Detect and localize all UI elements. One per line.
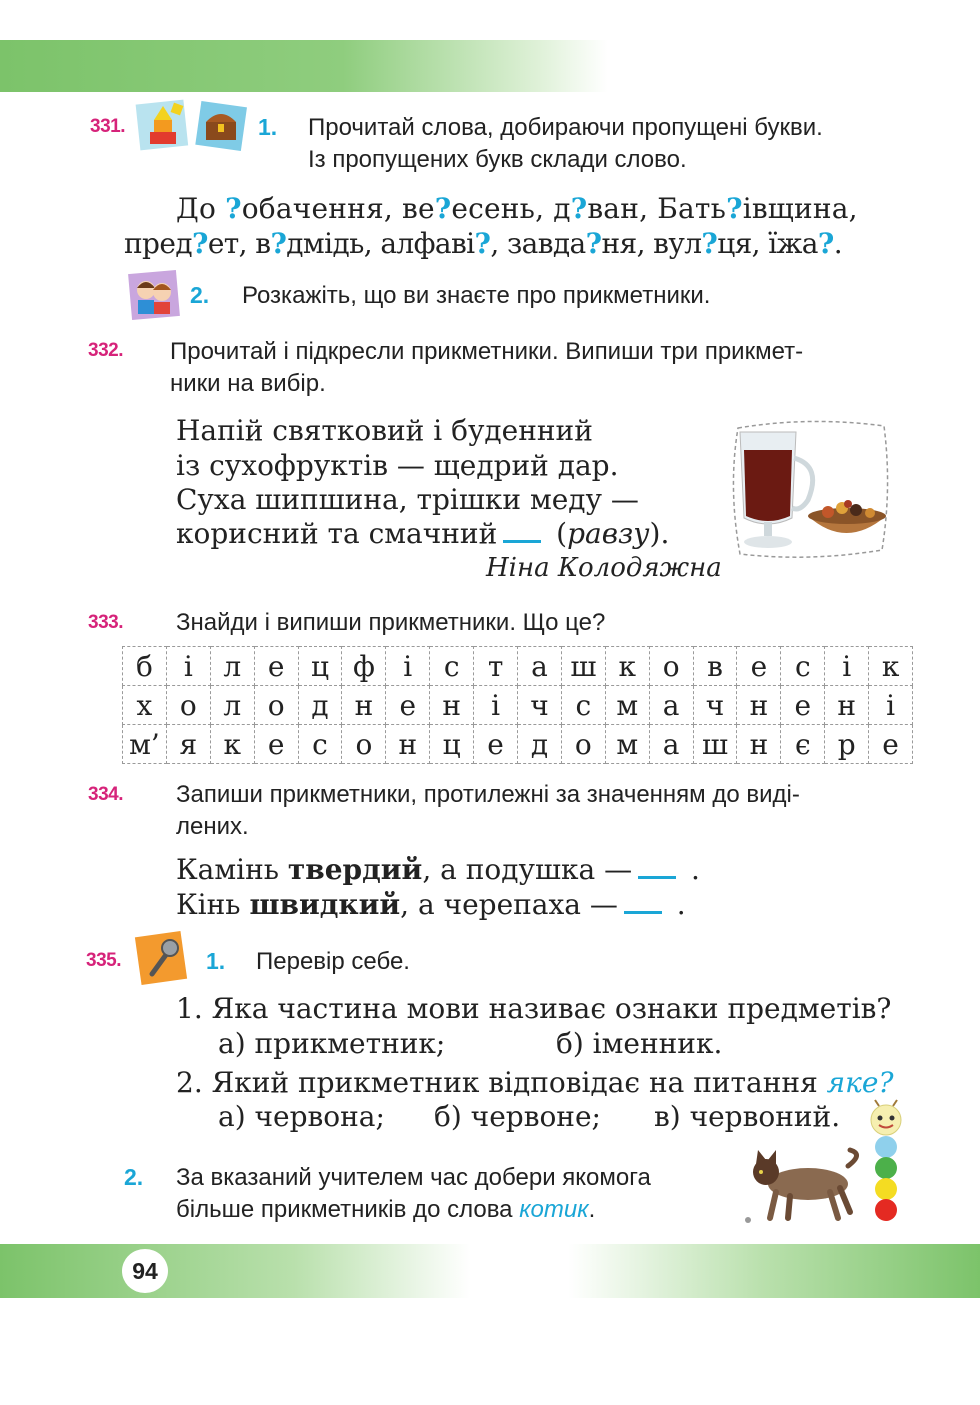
ex333-instruction: Знайди і випиши прикметники. Що це? bbox=[176, 609, 606, 636]
ex334-instruction-line2: лених. bbox=[176, 813, 249, 840]
letter-cell: і bbox=[474, 686, 518, 725]
words-line1-fragment: ван, Бать bbox=[587, 192, 727, 225]
blocks-card-icon bbox=[132, 96, 192, 156]
letter-cell: а bbox=[518, 647, 562, 686]
words-line2-fragment: ня, вул bbox=[601, 227, 702, 260]
antonym-sentence-1 bbox=[176, 853, 700, 887]
words-line2-fragment: пред bbox=[124, 227, 192, 260]
letter-cell: с bbox=[430, 647, 474, 686]
missing-letter-mark: ? bbox=[726, 192, 743, 225]
quiz-q2-option-b: б) червоне; bbox=[434, 1100, 601, 1133]
antonym-sentence-2 bbox=[176, 888, 686, 922]
task-335-2-line1: За вказаний учителем час добери якомога bbox=[176, 1164, 651, 1191]
letter-cell: н bbox=[825, 686, 869, 725]
letter-cell: ф bbox=[342, 647, 386, 686]
task-number-331-2: 2. bbox=[190, 282, 210, 308]
letter-cell: к bbox=[210, 725, 254, 764]
letter-cell: о bbox=[342, 725, 386, 764]
missing-letter-mark: ? bbox=[570, 192, 588, 225]
letter-cell: л bbox=[210, 647, 254, 686]
letter-cell: н bbox=[430, 686, 474, 725]
highlighted-word-1: твердий bbox=[287, 853, 423, 886]
task-number-335-2: 2. bbox=[124, 1164, 144, 1190]
letter-grid bbox=[122, 646, 913, 764]
letter-cell: в bbox=[693, 647, 737, 686]
scrambled-hint-word: равзу bbox=[567, 517, 650, 550]
letter-cell: м’ bbox=[123, 725, 167, 764]
cat-illustration bbox=[740, 1146, 860, 1224]
letter-cell: а bbox=[649, 725, 693, 764]
missing-letter-mark: ? bbox=[474, 227, 491, 260]
keyword-kotyk: котик bbox=[519, 1196, 589, 1223]
letter-cell: б bbox=[123, 647, 167, 686]
letter-cell: і bbox=[869, 686, 913, 725]
drink-and-dried-fruit-illustration bbox=[730, 418, 892, 560]
missing-letter-mark: ? bbox=[192, 227, 208, 260]
missing-letter-mark: ? bbox=[270, 227, 287, 260]
letter-cell: т bbox=[474, 647, 518, 686]
letter-cell: е bbox=[869, 725, 913, 764]
words-line2-fragment: . bbox=[833, 227, 843, 260]
poem-line-4-text: корисний та смачний bbox=[176, 517, 498, 550]
hint-close: ). bbox=[649, 517, 670, 550]
answer-blank bbox=[624, 894, 662, 914]
words-line1-fragment: есень, д bbox=[451, 192, 571, 225]
missing-letter-mark: ? bbox=[585, 227, 602, 260]
letter-grid-row bbox=[123, 725, 913, 764]
letter-cell: е bbox=[781, 686, 825, 725]
letter-grid-row bbox=[123, 647, 913, 686]
letter-cell: е bbox=[474, 725, 518, 764]
letter-cell: а bbox=[649, 686, 693, 725]
chest-card-icon bbox=[192, 98, 250, 156]
task-335-2-line2-text: більше прикметників до слова bbox=[176, 1196, 520, 1223]
letter-cell: м bbox=[605, 686, 649, 725]
letter-grid-row bbox=[123, 686, 913, 725]
sentence-2-start: Кінь bbox=[176, 888, 250, 921]
children-card-icon bbox=[126, 268, 182, 322]
exercise-number-334: 334. bbox=[88, 784, 123, 805]
quiz-question-2 bbox=[176, 1066, 893, 1100]
letter-cell: р bbox=[825, 725, 869, 764]
letter-cell: м bbox=[605, 725, 649, 764]
words-line2-fragment: ця, їжа bbox=[717, 227, 818, 260]
letter-cell: і bbox=[166, 647, 210, 686]
letter-cell: е bbox=[254, 647, 298, 686]
poem-line-1: Напій святковий і буденний bbox=[176, 414, 593, 447]
quiz-q2-option-c: в) червоний. bbox=[654, 1100, 841, 1133]
quiz-q1-option-a: а) прикметник; bbox=[218, 1027, 446, 1060]
letter-cell: с bbox=[781, 647, 825, 686]
missing-letter-mark: ? bbox=[434, 192, 452, 225]
letter-cell: є bbox=[781, 725, 825, 764]
letter-cell: і bbox=[386, 647, 430, 686]
letter-cell: е bbox=[737, 647, 781, 686]
exercise-number-332: 332. bbox=[88, 340, 123, 361]
missing-letters-words-line2 bbox=[124, 227, 842, 261]
hint-open: ( bbox=[547, 517, 568, 550]
sentence-2-middle: , а черепаха — bbox=[400, 888, 618, 921]
letter-cell: ш bbox=[561, 647, 605, 686]
quiz-q2-text: 2. Який прикметник відповідає на питання bbox=[176, 1066, 827, 1099]
task-331-2-text: Розкажіть, що ви знаєте про прикметники. bbox=[242, 282, 711, 309]
letter-cell: к bbox=[869, 647, 913, 686]
letter-cell: і bbox=[825, 647, 869, 686]
task-335-1-text: Перевір себе. bbox=[256, 948, 410, 975]
ex332-instruction-line2: ники на вибір. bbox=[170, 370, 326, 397]
letter-cell: о bbox=[649, 647, 693, 686]
words-line2-fragment: , завда bbox=[490, 227, 586, 260]
letter-cell: х bbox=[123, 686, 167, 725]
letter-cell: л bbox=[210, 686, 254, 725]
poem-line-2: із сухофруктів — щедрий дар. bbox=[176, 449, 619, 482]
letter-cell: н bbox=[737, 686, 781, 725]
sentence-2-end: . bbox=[667, 888, 686, 921]
quiz-q2-word: яке? bbox=[826, 1066, 894, 1099]
letter-cell: н bbox=[737, 725, 781, 764]
missing-letter-mark: ? bbox=[817, 227, 834, 260]
sentence-1-middle: , а подушка — bbox=[422, 853, 633, 886]
exercise-number-331: 331. bbox=[90, 116, 125, 137]
letter-cell: д bbox=[298, 686, 342, 725]
poem-author: Ніна Колодяжна bbox=[486, 553, 722, 583]
letter-cell: к bbox=[605, 647, 649, 686]
quiz-q2-option-a: а) червона; bbox=[218, 1100, 385, 1133]
exercise-number-335: 335. bbox=[86, 950, 121, 971]
top-green-band bbox=[0, 40, 980, 92]
letter-cell: с bbox=[561, 686, 605, 725]
answer-blank bbox=[638, 859, 676, 879]
sentence-1-start: Камінь bbox=[176, 853, 288, 886]
quiz-question-1: 1. Яка частина мови називає ознаки предметів? bbox=[176, 992, 892, 1025]
ex334-instruction-line1: Запиши прикметники, протилежні за значенням до виді- bbox=[176, 781, 800, 808]
letter-cell: д bbox=[518, 725, 562, 764]
words-line1-fragment: обачення, ве bbox=[241, 192, 435, 225]
letter-cell: ц bbox=[298, 647, 342, 686]
letter-cell: ч bbox=[693, 686, 737, 725]
sentence-1-end: . bbox=[682, 853, 700, 886]
missing-letters-words-line1 bbox=[176, 192, 858, 226]
letter-cell: е bbox=[254, 725, 298, 764]
letter-cell: н bbox=[342, 686, 386, 725]
letter-cell: ч bbox=[518, 686, 562, 725]
letter-cell: с bbox=[298, 725, 342, 764]
words-line1-fragment: До bbox=[176, 192, 226, 225]
letter-cell: о bbox=[166, 686, 210, 725]
missing-letter-mark: ? bbox=[225, 192, 242, 225]
letter-cell: е bbox=[386, 686, 430, 725]
ex332-instruction-line1: Прочитай і підкресли прикметники. Випиши три прикмет- bbox=[170, 338, 804, 365]
answer-blank bbox=[503, 523, 541, 543]
task-335-2-line2 bbox=[176, 1194, 595, 1226]
poem-line-3: Суха шипшина, трішки меду — bbox=[176, 483, 639, 516]
words-line1-fragment: івщина, bbox=[742, 192, 858, 225]
letter-cell: ц bbox=[430, 725, 474, 764]
letter-cell: о bbox=[561, 725, 605, 764]
task-number-331-1: 1. bbox=[258, 114, 278, 140]
highlighted-word-2: швидкий bbox=[249, 888, 401, 921]
task-331-1-line1: Прочитай слова, добираючи пропущені букви. bbox=[308, 114, 823, 141]
poem-line-4 bbox=[176, 517, 669, 551]
letter-cell: н bbox=[386, 725, 430, 764]
missing-letter-mark: ? bbox=[701, 227, 718, 260]
page-number: 94 bbox=[122, 1249, 168, 1293]
caterpillar-traffic-light-icon bbox=[864, 1098, 908, 1224]
task-335-2-line2-end: . bbox=[588, 1196, 596, 1223]
quiz-q1-option-b: б) іменник. bbox=[556, 1027, 723, 1060]
letter-cell: ш bbox=[693, 725, 737, 764]
words-line2-fragment: дмідь, алфаві bbox=[286, 227, 475, 260]
microphone-card-icon bbox=[132, 930, 192, 988]
letter-cell: я bbox=[166, 725, 210, 764]
exercise-number-333: 333. bbox=[88, 612, 123, 633]
task-number-335-1: 1. bbox=[206, 948, 226, 974]
words-line2-fragment: ет, в bbox=[207, 227, 271, 260]
letter-cell: о bbox=[254, 686, 298, 725]
task-331-1-line2: Із пропущених букв склади слово. bbox=[308, 146, 687, 173]
